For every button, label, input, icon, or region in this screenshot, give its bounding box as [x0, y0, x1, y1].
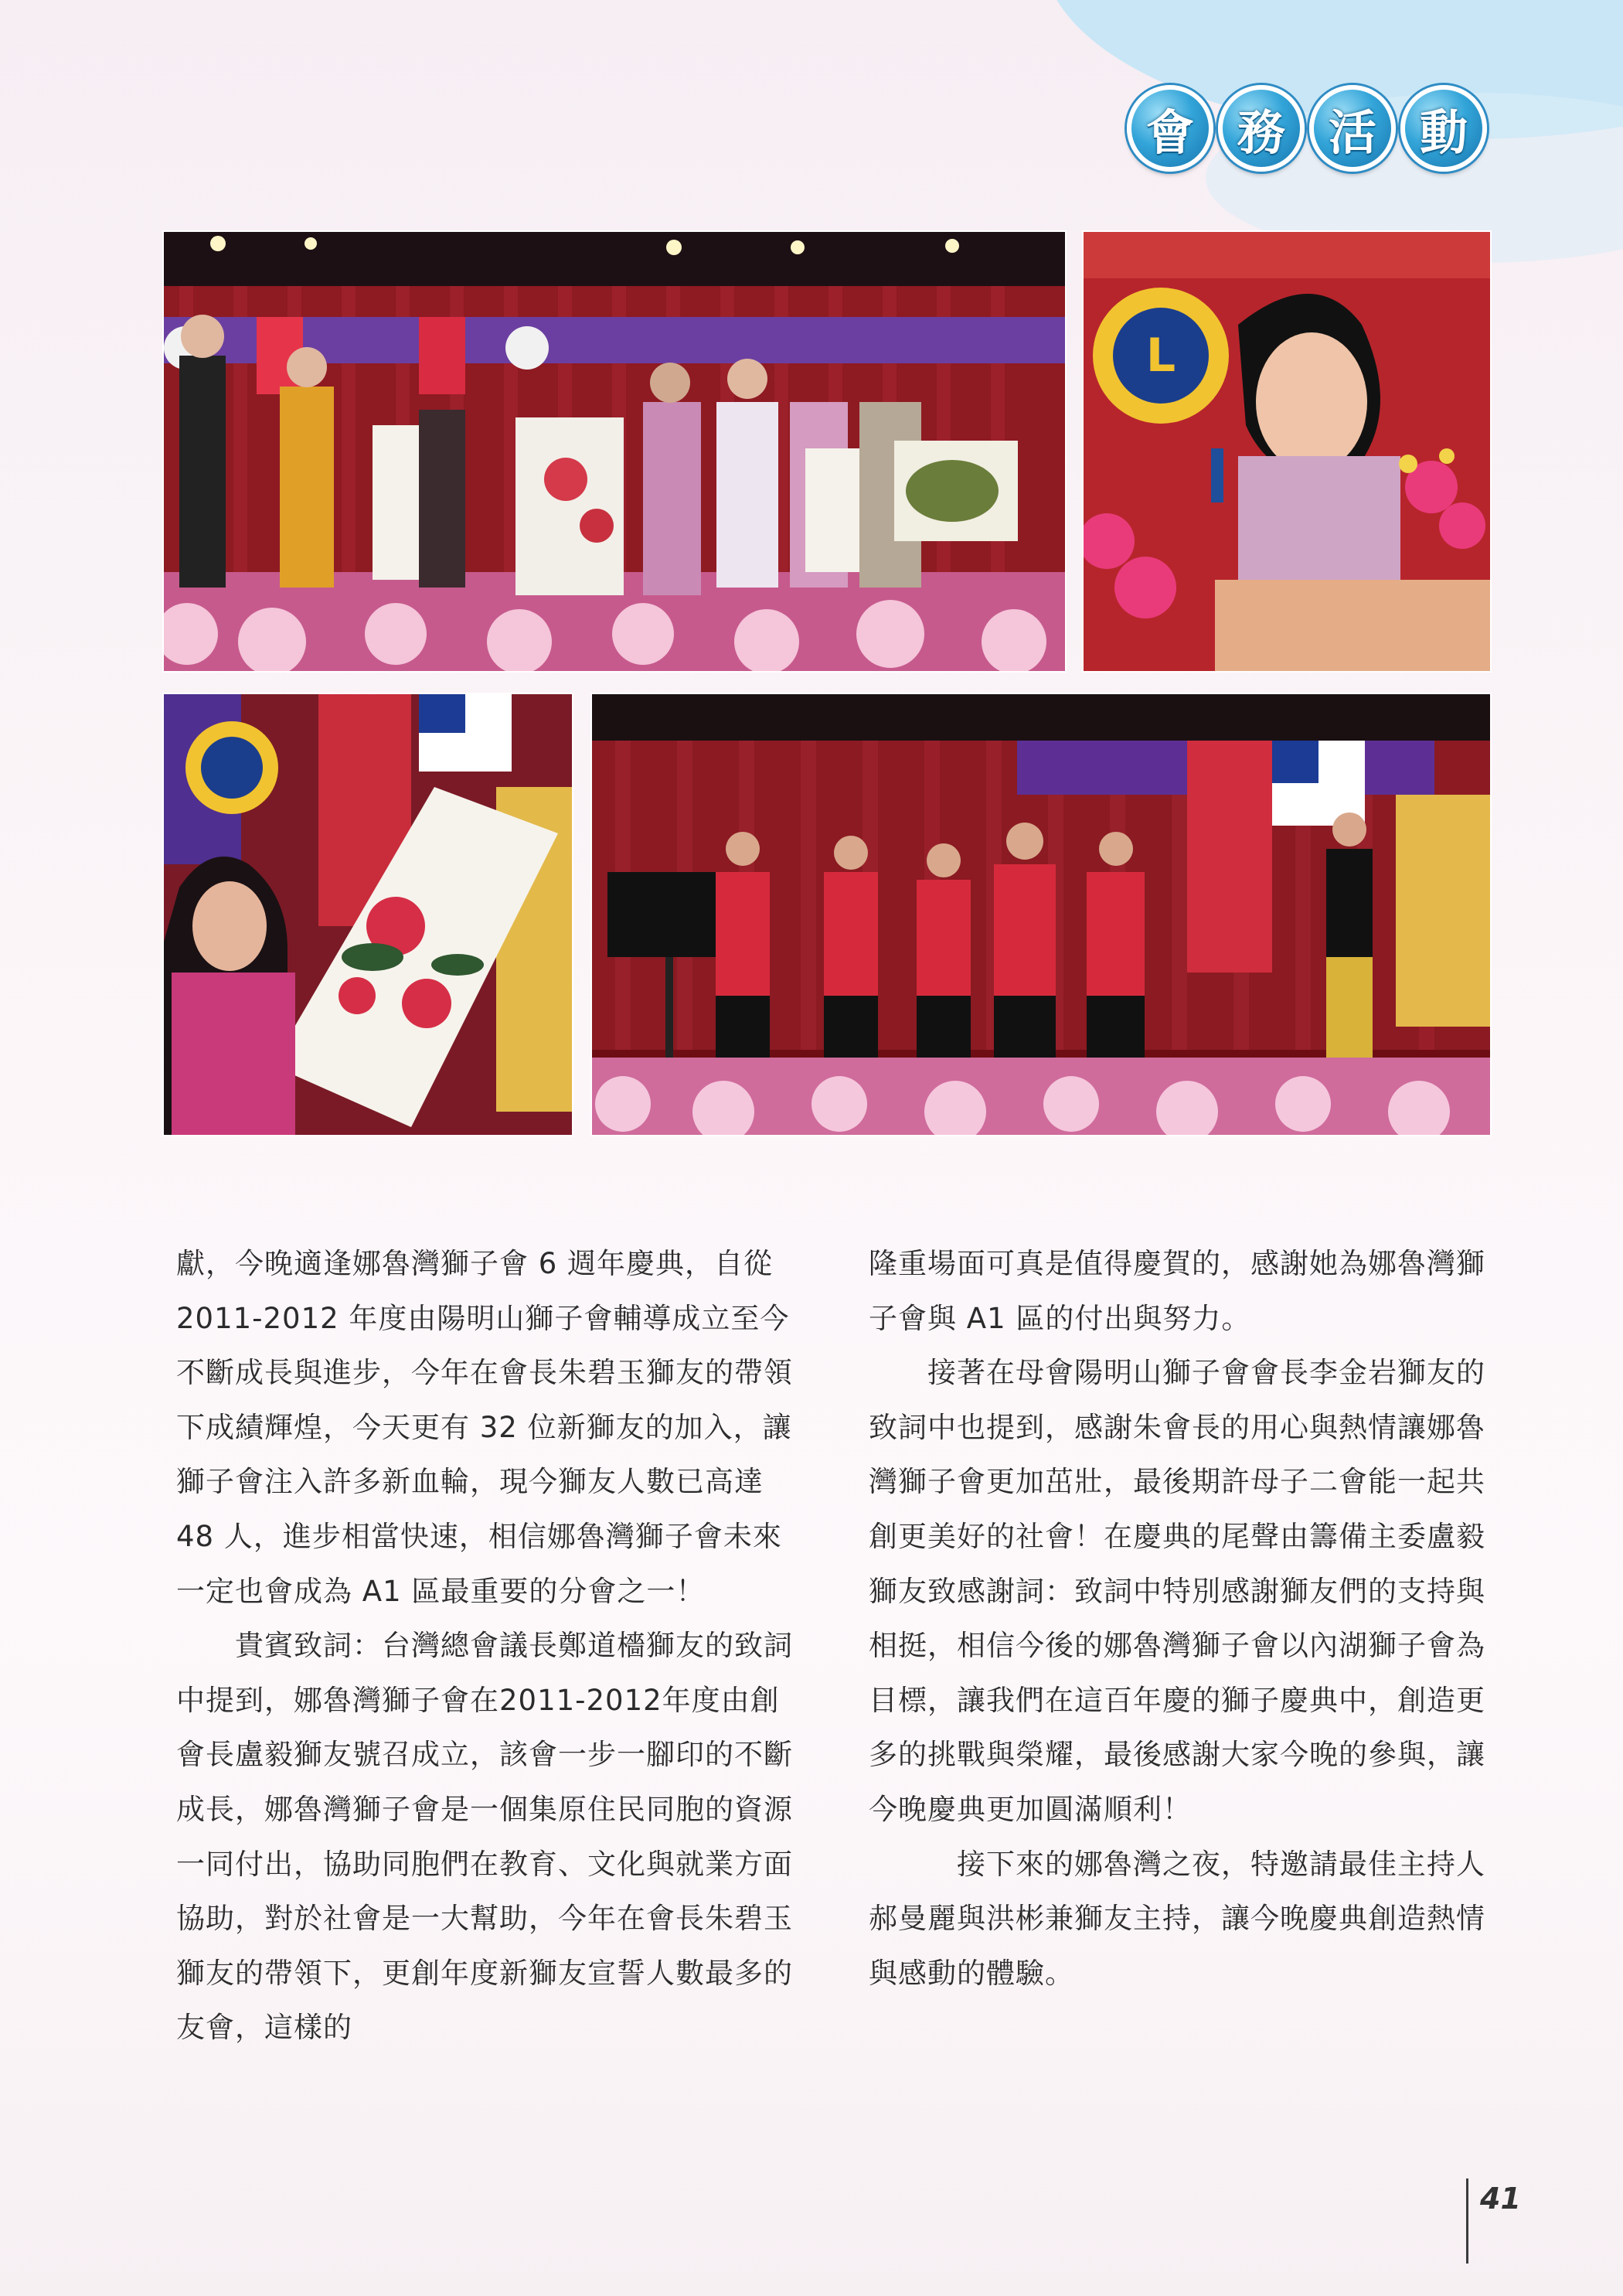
page-number: 41 [1480, 2182, 1521, 2216]
section-title-char: 活 [1309, 85, 1396, 172]
article-paragraph: 接下來的娜魯灣之夜，特邀請最佳主持人郝曼麗與洪彬兼獅友主持，讓今晚慶典創造熱情與感動的體驗。 [869, 1847, 1485, 1990]
photo-icon [164, 694, 572, 1135]
photo-stage-painting-presentation [162, 230, 1067, 673]
article-paragraph: 隆重場面可真是值得慶賀的，感謝她為娜魯灣獅子會與 A1 區的付出與努力。 [869, 1247, 1485, 1335]
photo-icon [592, 694, 1490, 1135]
section-title [1127, 85, 1487, 172]
svg-text:L: L [1145, 329, 1176, 383]
section-title-char: 會 [1127, 85, 1213, 172]
photo-icon [164, 232, 1065, 671]
photo-speaker-at-podium [1082, 230, 1492, 673]
section-title-char: 動 [1400, 85, 1487, 172]
section-title-char: 務 [1218, 85, 1305, 172]
article-paragraph: 接著在母會陽明山獅子會會長李金岩獅友的致詞中也提到，感謝朱會長的用心與熱情讓娜魯灣獅子會更加茁壯，最後期許母子二會能一起共創更美好的社會！在慶典的尾聲由籌備主委盧毅獅友致感謝詞：致詞中特別感謝獅友們的支持與相挺，相信今後的娜魯灣獅子會以內湖獅子會為目標，讓我們在這百年慶的獅子慶典中，創造更多的挑戰與榮耀，最後感謝大家今晚的參與，讓今晚慶典更加圓滿順利！ [869, 1356, 1485, 1826]
article-column-right [869, 1237, 1487, 2001]
photo-speaker-with-peony-painting [162, 693, 573, 1136]
page-number-rule [1466, 2178, 1468, 2264]
photo-aboriginal-dance-performance [590, 693, 1492, 1136]
article-column-left [176, 1237, 794, 2056]
photo-icon [1084, 232, 1490, 671]
article-paragraph: 貴賓致詞：台灣總會議長鄭道檣獅友的致詞中提到，娜魯灣獅子會在2011-2012年度由創會長盧毅獅友號召成立，該會一步一腳印的不斷成長，娜魯灣獅子會是一個集原住民同胞的資源一同付出，協助同胞們在教育、文化與就業方面協助，對於社會是一大幫助，今年在會長朱碧玉獅友的帶領下，更創年度新獅友宣誓人數最多的友會，這樣的 [176, 1629, 793, 2045]
article-paragraph: 獻，今晚適逢娜魯灣獅子會 6 週年慶典，自從 2011-2012 年度由陽明山獅子會輔導成立至今不斷成長與進步，今年在會長朱碧玉獅友的帶領下成績輝煌，今天更有 32 位新獅友的加入，讓獅子會注入許多新血輪，現今獅友人數已高達 48 人，進步相當快速，相信娜魯灣獅子會未來一定也會成為 A1 區最重要的分會之一！ [176, 1247, 793, 1608]
